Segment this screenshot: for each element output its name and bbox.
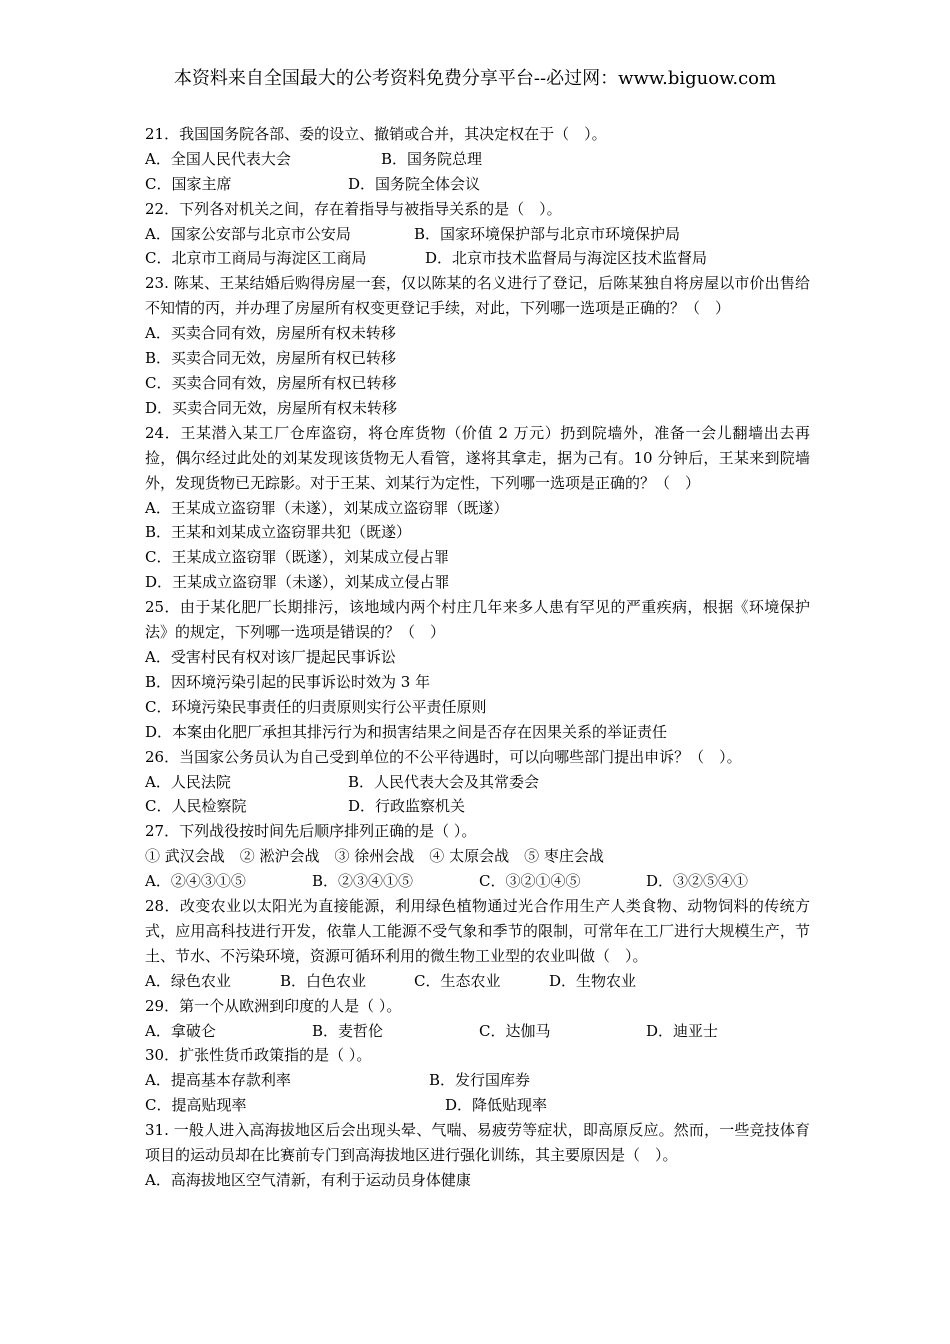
question-28-stem: 28．改变农业以太阳光为直接能源，利用绿色植物通过光合作用生产人类食物、动物饲料的传统方式，应用高科技进行开发，依靠人工能源不受气象和季节的限制，可常年在工厂进行大规模生产，节土、节水、不污染环境，资源可循环利用的微生物工业型的农业叫做（ ）。 bbox=[145, 896, 810, 965]
question-30-options-row-2 bbox=[145, 1093, 810, 1118]
option-30-c: C．提高贴现率 bbox=[145, 1096, 247, 1115]
question-29-stem: 29．第一个从欧洲到印度的人是（ ）。 bbox=[145, 996, 402, 1015]
option-21-d: D．国务院全体会议 bbox=[348, 174, 481, 193]
option-28-b: B．白色农业 bbox=[280, 971, 367, 990]
question-21-stem: 21．我国国务院各部、委的设立、撤销或合并，其决定权在于（ ）。 bbox=[145, 125, 607, 143]
option-22-a: A．国家公安部与北京市公安局 bbox=[145, 224, 351, 243]
question-27-options-row bbox=[145, 869, 810, 894]
question-21-options-row-1 bbox=[145, 147, 810, 172]
question-21-options-row-2 bbox=[145, 172, 810, 197]
question-28-options-row bbox=[145, 969, 810, 994]
option-28-d: D．生物农业 bbox=[549, 971, 637, 990]
option-25-c: C．环境污染民事责任的归责原则实行公平责任原则 bbox=[145, 697, 487, 716]
option-26-d: D．行政监察机关 bbox=[348, 797, 466, 816]
option-24-b: B．王某和刘某成立盗窃罪共犯（既遂） bbox=[145, 523, 412, 542]
question-27-items: ① 武汉会战 ② 淞沪会战 ③ 徐州会战 ④ 太原会战 ⑤ 枣庄会战 bbox=[145, 847, 604, 866]
question-22-stem: 22．下列各对机关之间，存在着指导与被指导关系的是（ ）。 bbox=[145, 199, 562, 218]
option-30-d: D．降低贴现率 bbox=[445, 1096, 548, 1115]
question-30-options-row-1 bbox=[145, 1068, 810, 1093]
option-22-d: D．北京市技术监督局与海淀区技术监督局 bbox=[425, 249, 708, 268]
option-29-d: D．迪亚士 bbox=[646, 1021, 719, 1040]
question-31-stem: 31. 一般人进入高海拔地区后会出现头晕、气喘、易疲劳等症状，即高原反应。然而，一些竞技体育项目的运动员却在比赛前专门到高海拔地区进行强化训练，其主要原因是（ ）。 bbox=[145, 1121, 810, 1164]
question-27-stem: 27．下列战役按时间先后顺序排列正确的是（ ）。 bbox=[145, 822, 477, 841]
option-21-b: B．国务院总理 bbox=[381, 149, 483, 168]
option-27-b: B．②③④①⑤ bbox=[312, 872, 414, 891]
question-23-stem: 23. 陈某、王某结婚后购得房屋一套，仅以陈某的名义进行了登记，后陈某独自将房屋以市价出售给不知情的丙，并办理了房屋所有权变更登记手续，对此，下列哪一选项是正确的？（ ） bbox=[145, 274, 810, 318]
option-31-a: A．高海拔地区空气清新，有利于运动员身体健康 bbox=[145, 1170, 471, 1189]
option-25-b: B．因环境污染引起的民事诉讼时效为 3 年 bbox=[145, 672, 431, 691]
question-26-stem: 26．当国家公务员认为自己受到单位的不公平待遇时，可以向哪些部门提出申诉？（ ）。 bbox=[145, 747, 742, 766]
option-23-c: C．买卖合同有效，房屋所有权已转移 bbox=[145, 374, 397, 392]
option-23-d: D．买卖合同无效，房屋所有权未转移 bbox=[145, 398, 398, 417]
option-26-c: C．人民检察院 bbox=[145, 797, 247, 816]
option-21-c: C．国家主席 bbox=[145, 174, 232, 193]
option-29-b: B．麦哲伦 bbox=[312, 1021, 384, 1040]
option-30-a: A．提高基本存款利率 bbox=[145, 1071, 291, 1090]
option-21-a: A．全国人民代表大会 bbox=[145, 149, 291, 168]
option-27-a: A．②④③①⑤ bbox=[145, 872, 246, 891]
option-24-a: A．王某成立盗窃罪（未遂），刘某成立盗窃罪（既遂） bbox=[145, 498, 509, 517]
question-22-options-row-2 bbox=[145, 246, 810, 271]
question-30-stem: 30．扩张性货币政策指的是（ ）。 bbox=[145, 1046, 372, 1065]
option-28-a: A．绿色农业 bbox=[145, 971, 231, 990]
question-22-options-row-1 bbox=[145, 222, 810, 247]
question-list bbox=[145, 122, 810, 1193]
question-29-options-row bbox=[145, 1019, 810, 1044]
option-29-a: A．拿破仑 bbox=[145, 1021, 216, 1040]
option-26-a: A．人民法院 bbox=[145, 772, 231, 791]
option-25-d: D．本案由化肥厂承担其排污行为和损害结果之间是否存在因果关系的举证责任 bbox=[145, 722, 668, 741]
option-29-c: C．达伽马 bbox=[479, 1021, 551, 1040]
option-26-b: B．人民代表大会及其常委会 bbox=[348, 772, 540, 791]
question-25-stem: 25．由于某化肥厂长期排污，该地域内两个村庄几年来多人患有罕见的严重疾病，根据《环境保护法》的规定，下列哪一选项是错误的？（ ） bbox=[145, 598, 810, 642]
page-header: 本资料来自全国最大的公考资料免费分享平台--必过网：www.biguow.com bbox=[173, 68, 777, 89]
option-24-c: C．王某成立盗窃罪（既遂），刘某成立侵占罪 bbox=[145, 548, 449, 567]
option-27-d: D．③②⑤④① bbox=[646, 872, 749, 891]
option-25-a: A．受害村民有权对该厂提起民事诉讼 bbox=[145, 647, 396, 666]
option-28-c: C．生态农业 bbox=[414, 971, 501, 990]
option-22-c: C．北京市工商局与海淀区工商局 bbox=[145, 249, 367, 268]
option-24-d: D．王某成立盗窃罪（未遂），刘某成立侵占罪 bbox=[145, 573, 450, 592]
option-23-a: A．买卖合同有效，房屋所有权未转移 bbox=[145, 324, 396, 343]
question-26-options-row-1 bbox=[145, 770, 810, 795]
option-22-b: B．国家环境保护部与北京市环境保护局 bbox=[414, 224, 681, 243]
question-26-options-row-2 bbox=[145, 794, 810, 819]
option-23-b: B．买卖合同无效，房屋所有权已转移 bbox=[145, 349, 397, 368]
option-30-b: B．发行国库券 bbox=[429, 1071, 531, 1090]
option-27-c: C．③②①④⑤ bbox=[479, 872, 581, 891]
question-24-stem: 24．王某潜入某工厂仓库盗窃，将仓库货物（价值 2 万元）扔到院墙外，准备一会儿翻墙出去再捡，偶尔经过此处的刘某发现该货物无人看管，遂将其拿走，据为己有。10 分钟后，王某来到院墙外，发现货物已无踪影。对于王某、刘某行为定性，下列哪一选项是正确的？（ ） bbox=[145, 423, 810, 492]
